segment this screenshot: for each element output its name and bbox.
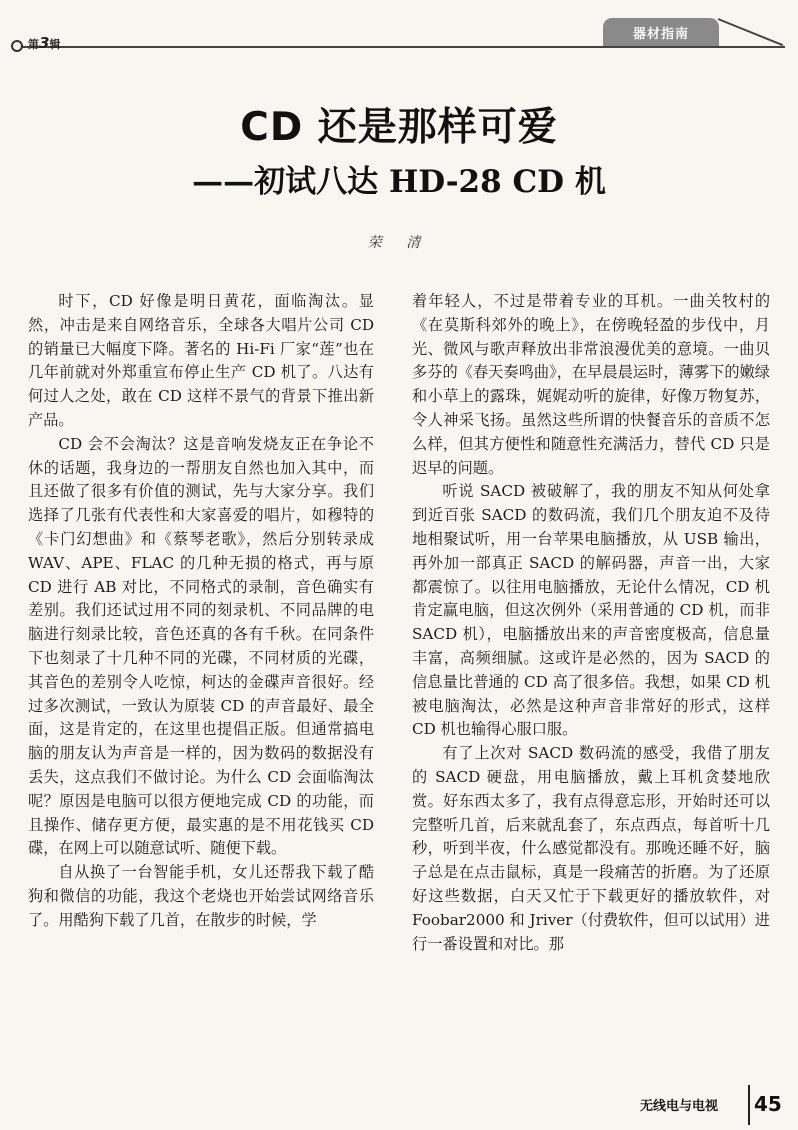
paragraph: 有了上次对 SACD 数码流的感受，我借了朋友的 SACD 硬盘，用电脑播放，戴上耳机贪婪地欣赏。好东西太多了，我有点得意忘形，开始时还可以完整听几首，后来就乱套了，东点西点，每首听十几秒，听到半夜，什么感觉都没有。那晚还睡不好，脑子总是在点击鼠标，真是一段痛苦的折磨。为了还原好这些数据，白天又忙于下载更好的播放软件，对 Foobar2000 和 Jriver（付费软件，但可以试用）进行一番设置和对比。那 (412, 744, 770, 953)
issue-prefix: 第 (28, 38, 39, 51)
right-column (412, 290, 770, 956)
article-subtitle: ——初试八达 HD-28 CD 机 (192, 164, 606, 200)
issue-label (28, 34, 60, 52)
section-tab-rule (718, 18, 784, 46)
header-circle-ornament (11, 40, 23, 52)
article-author: 荣 清 (367, 235, 431, 251)
header-rule (20, 46, 785, 48)
paragraph: 自从换了一台智能手机，女儿还帮我下载了酷狗和微信的功能，我这个老烧也开始尝试网络音乐了。用酷狗下载了几首，在散步的时候，学 (28, 863, 374, 929)
paragraph: 听说 SACD 被破解了，我的朋友不知从何处拿到近百张 SACD 的数码流，我们几个朋友迫不及待地相聚试听，用一台苹果电脑播放，从 USB 输出，再外加一部真正 SACD 的解码器，声音一出，大家都震惊了。以往用电脑播放，无论什么情况，CD 机肯定赢电脑，但这次例外（采用普通的 CD 机，而非 SACD 机），电脑播放出来的声音密度极高，信息量丰富，高频细腻。这或许是必然的，因为 SACD 的信息量比普通的 CD 高了很多倍。我想，如果 CD 机被电脑淘汰，必然是这种声音非常好的形式，这样 CD 机也输得心服口服。 (412, 482, 770, 739)
article-title: CD 还是那样可爱 (240, 105, 558, 150)
footer-divider (748, 1085, 750, 1125)
left-column (28, 290, 374, 933)
page-number: 45 (754, 1092, 782, 1116)
issue-number: 3 (39, 34, 50, 52)
paragraph: 时下，CD 好像是明日黄花，面临淘汰。显然，冲击是来自网络音乐，全球各大唱片公司 CD 的销量已大幅度下降。著名的 Hi-Fi 厂家“莲”也在几年前就对外郑重宣布停止生产 CD 机了。八达有何过人之处，敢在 CD 这样不景气的背景下推出新产品。 (28, 292, 374, 429)
paragraph: CD 会不会淘汰？这是音响发烧友正在争论不休的话题，我身边的一帮朋友自然也加入其中，而且还做了很多有价值的测试，先与大家分享。我们选择了几张有代表性和大家喜爱的唱片，如穆特的《卡门幻想曲》和《蔡琴老歌》，然后分别转录成 WAV、APE、FLAC 的几种无损的格式，再与原 CD 进行 AB 对比，不同格式的录制，音色确实有差别。我们还试过用不同的刻录机、不同品牌的电脑进行刻录比较，音色还真的各有千秋。在同条件下也刻录了十几种不同的光碟，不同材质的光碟，其音色的差别令人吃惊，柯达的金碟声音很好。经过多次测试，一致认为原装 CD 的声音最好、最全面，这是肯定的，在这里也提倡正版。但通常搞电脑的朋友认为声音是一样的，因为数码的数据没有丢失，这点我们不做讨论。为什么 CD 会面临淘汰呢？原因是电脑可以很方便地完成 CD 的功能，而且操作、储存更方便，最实惠的是不用花钱买 CD 碟，在网上可以随意试听、随便下载。 (28, 434, 374, 858)
paragraph: 着年轻人，不过是带着专业的耳机。一曲关牧村的《在莫斯科郊外的晚上》，在傍晚轻盈的步伐中，月光、微风与歌声释放出非常浪漫优美的意境。一曲贝多芬的《春天奏鸣曲》，在早晨晨运时，薄雾下的嫩绿和小草上的露珠，娓娓动听的旋律，好像万物复苏，令人神采飞扬。虽然这些所谓的快餐音乐的音质不怎么样，但其方便性和随意性充满活力，替代 CD 只是迟早的问题。 (412, 292, 770, 477)
issue-suffix: 辑 (49, 38, 61, 51)
magazine-name: 无线电与电视 (640, 1099, 719, 1114)
section-tab: 器材指南 (603, 18, 719, 46)
